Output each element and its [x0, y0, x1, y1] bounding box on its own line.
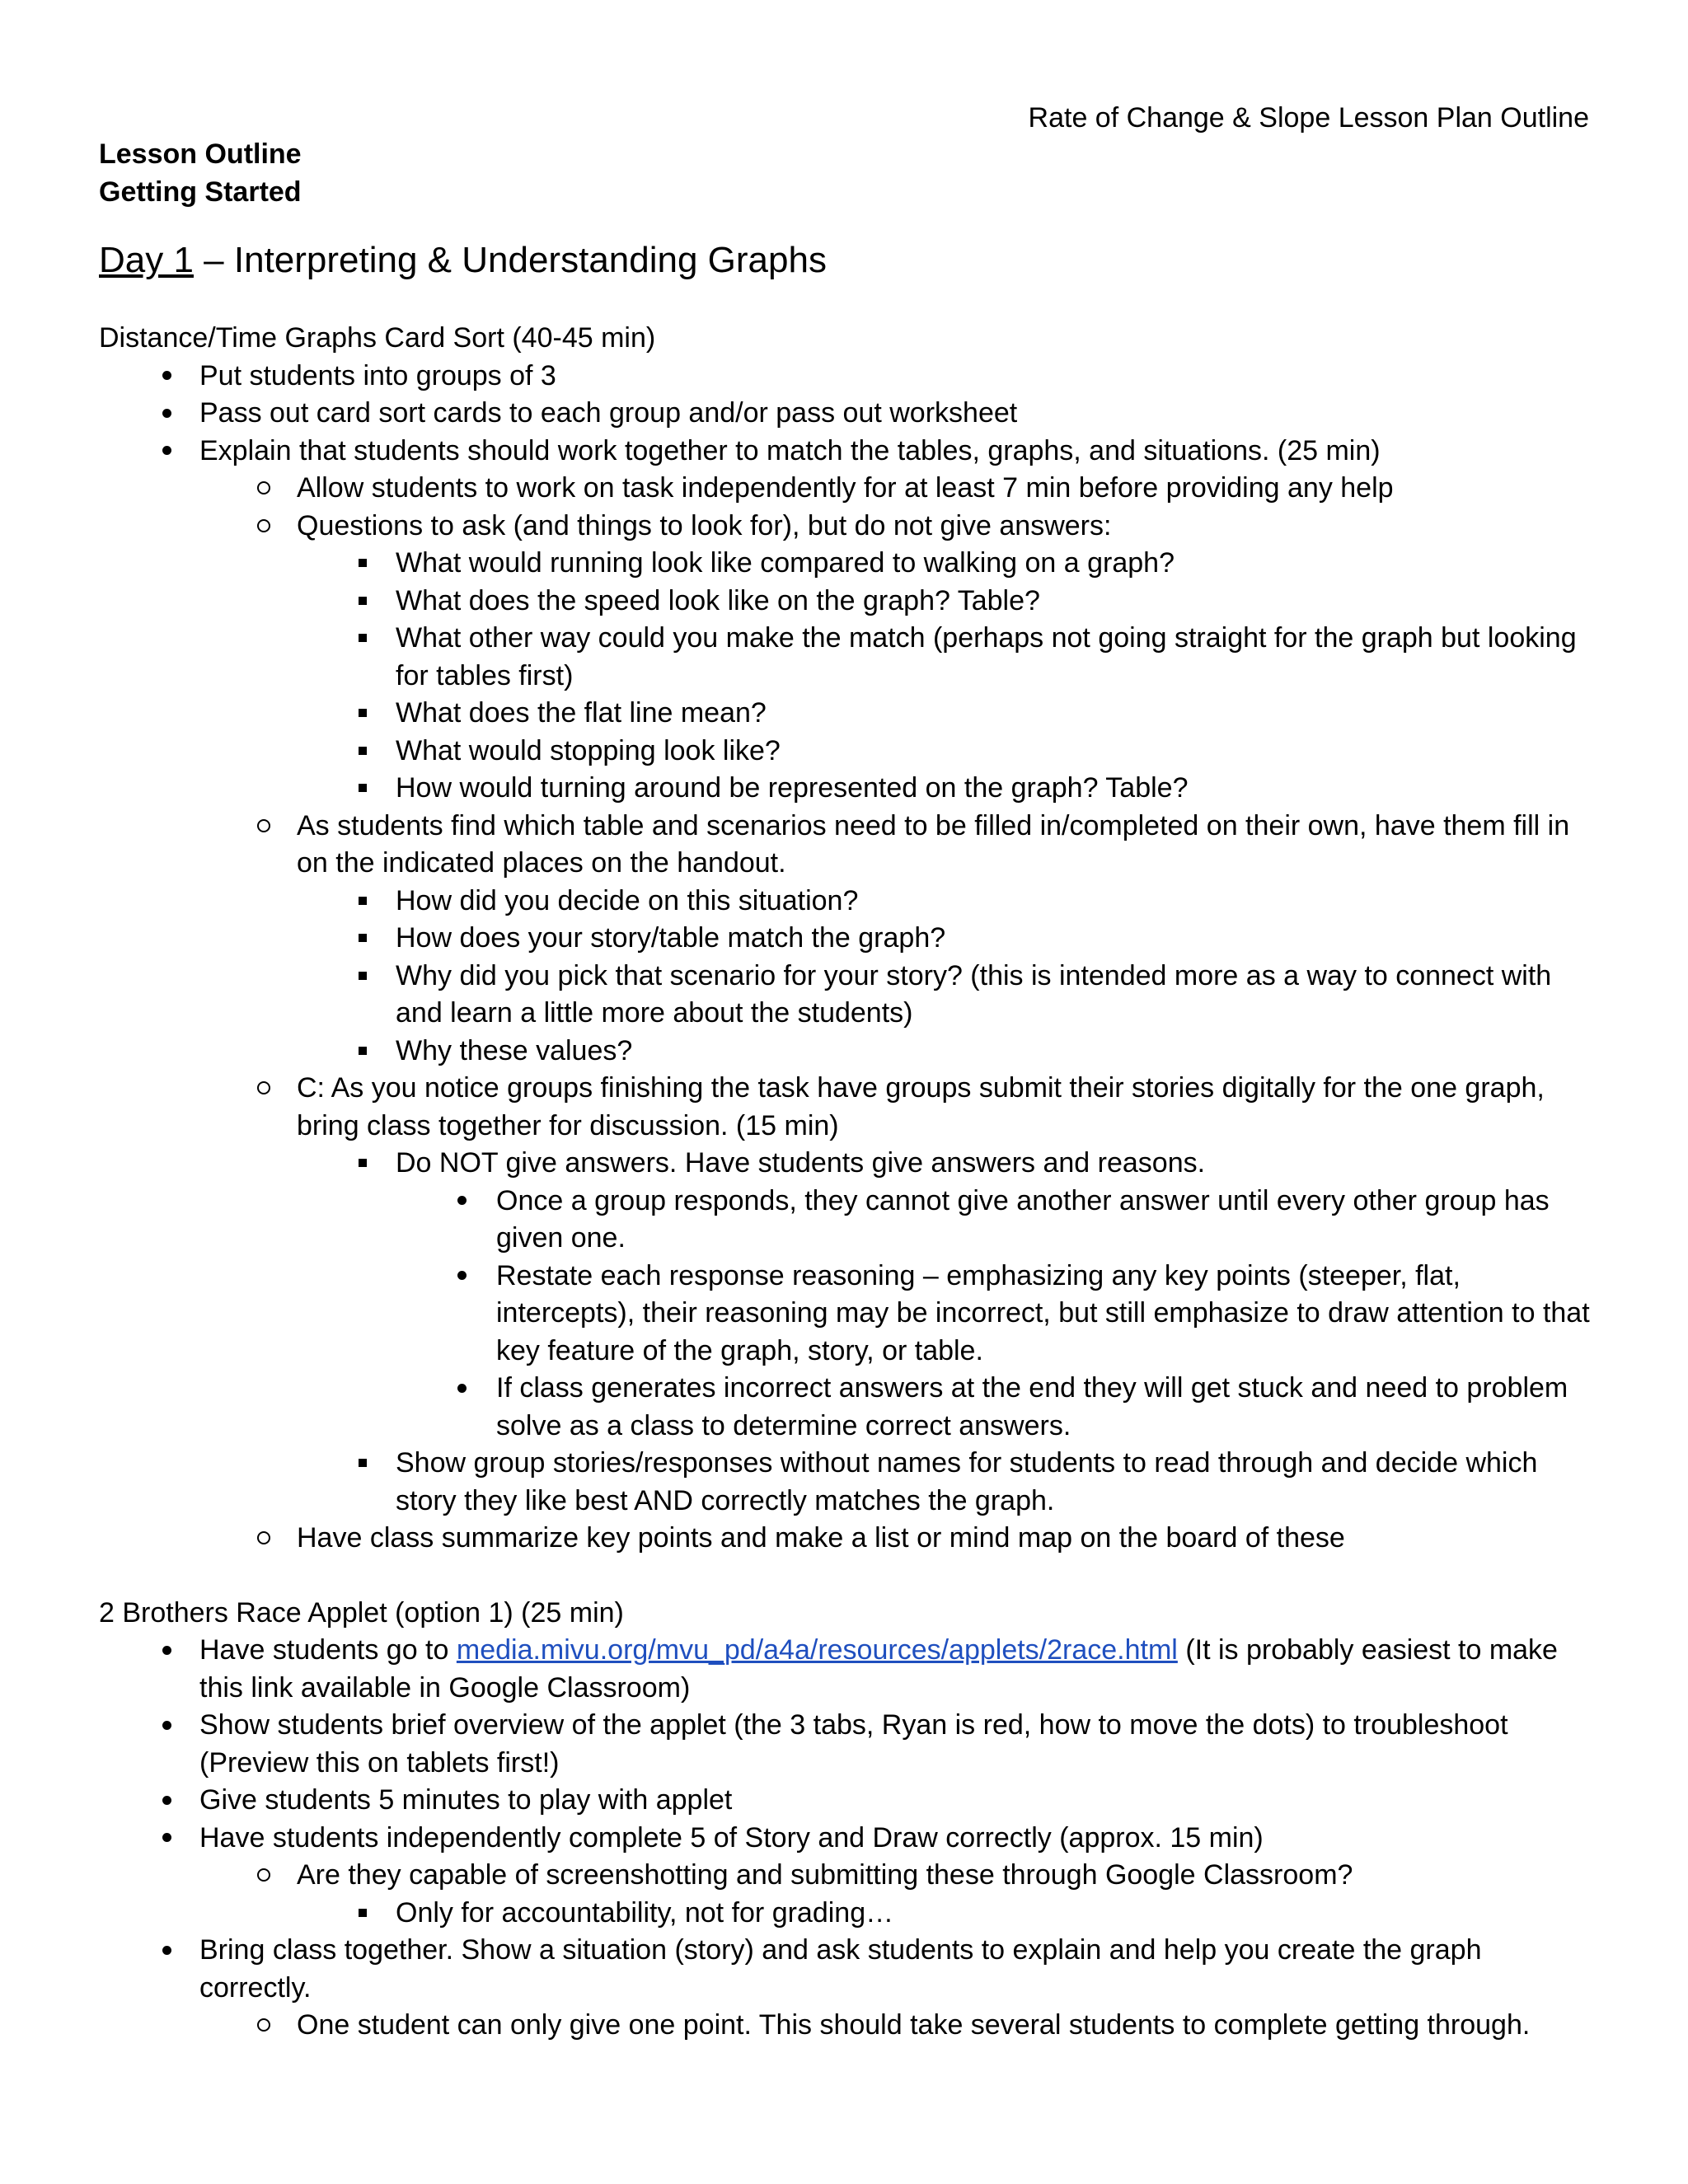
list-item	[99, 395, 1599, 433]
document-body	[99, 136, 1599, 2045]
bullet-square-icon	[346, 920, 379, 958]
list-item-text: (It is probably easiest to make this link available in Google Classroom)	[199, 1634, 1558, 1704]
list-item	[99, 1707, 1599, 1782]
list-item-text: Only for accountability, not for grading…	[396, 1896, 894, 1929]
list-item-text: Do NOT give answers. Have students give answers and reasons.	[396, 1147, 1206, 1179]
list-item-text: What does the flat line mean?	[396, 697, 767, 729]
list-item	[99, 770, 1599, 808]
list-item	[99, 958, 1599, 1033]
bullet-dot-icon	[150, 1707, 183, 1745]
getting-started-heading: Getting Started	[99, 176, 302, 208]
bullet-square-icon	[346, 583, 379, 621]
list-item	[99, 470, 1599, 508]
list-item-text: Are they capable of screenshotting and submitting these through Google Classroom?	[297, 1859, 1353, 1891]
bullet-square-icon	[346, 620, 379, 658]
list-item-text: As students find which table and scenarios need to be filled in/completed on their own, have them fill in on the indicated places on the handout.	[297, 809, 1570, 879]
bullet-circle-icon	[247, 470, 280, 508]
list-item-text: Give students 5 minutes to play with applet	[199, 1784, 733, 1816]
lesson-outline-heading: Lesson Outline	[99, 138, 302, 170]
bullet-dot-icon	[150, 1820, 183, 1858]
list-item-text: Show group stories/responses without names for students to read through and decide which story they like best AND correctly matches the graph.	[396, 1447, 1538, 1516]
bullet-dot-icon	[445, 1183, 478, 1221]
bullet-circle-icon	[247, 2007, 280, 2045]
list-item-text: How would turning around be represented on the graph? Table?	[396, 772, 1189, 804]
list-item-text: Pass out card sort cards to each group and/or pass out worksheet	[199, 397, 1018, 429]
section-spacer	[99, 1558, 1599, 1595]
bullet-square-icon	[346, 733, 379, 771]
card-sort-sublist	[99, 1070, 1599, 1145]
list-item-text: Questions to ask (and things to look for), but do not give answers:	[297, 509, 1112, 541]
discussion-rules-list	[99, 1183, 1599, 1446]
list-item-text: Show students brief overview of the applet (the 3 tabs, Ryan is red, how to move the dots) to troubleshoot (Preview this on tablets first!)	[199, 1709, 1508, 1779]
applet-link[interactable]: media.mivu.org/mvu_pd/a4a/resources/applets/2race.html	[456, 1634, 1178, 1666]
list-item	[99, 1070, 1599, 1145]
list-item	[99, 808, 1599, 883]
day-1-title: – Interpreting & Understanding Graphs	[193, 240, 827, 280]
day-1-heading	[99, 237, 1599, 284]
list-item	[99, 1895, 1599, 1933]
card-sort-sublist	[99, 808, 1599, 883]
list-item	[99, 620, 1599, 695]
card-sort-sublist	[99, 1520, 1599, 1558]
list-item-text: Have students go to	[199, 1634, 457, 1666]
bullet-square-icon	[346, 1033, 379, 1071]
list-item-text: Put students into groups of 3	[199, 359, 556, 391]
list-item	[99, 1632, 1599, 1707]
list-item-text: How does your story/table match the graph?	[396, 922, 946, 954]
bullet-square-icon	[346, 1895, 379, 1933]
list-item-text: Why these values?	[396, 1034, 633, 1066]
bullet-square-icon	[346, 1145, 379, 1183]
questions-list	[99, 545, 1599, 808]
list-item	[99, 1033, 1599, 1071]
list-item	[99, 695, 1599, 733]
list-item-text: Have class summarize key points and make a list or mind map on the board of these	[297, 1522, 1345, 1554]
bullet-dot-icon	[150, 433, 183, 471]
list-item	[99, 358, 1599, 396]
bullet-circle-icon	[247, 1520, 280, 1558]
list-item-text: Once a group responds, they cannot give another answer until every other group has given one.	[496, 1184, 1550, 1254]
race-applet-list	[99, 1632, 1599, 1857]
discussion-list	[99, 1445, 1599, 1520]
list-item	[99, 1782, 1599, 1820]
list-item	[99, 545, 1599, 583]
bullet-dot-icon	[150, 1932, 183, 1970]
bullet-square-icon	[346, 695, 379, 733]
handout-questions-list	[99, 883, 1599, 1071]
list-item	[99, 1857, 1599, 1895]
list-item	[99, 1183, 1599, 1258]
bullet-square-icon	[346, 883, 379, 921]
bullet-dot-icon	[150, 1782, 183, 1820]
list-item-text: Restate each response reasoning – emphasizing any key points (steeper, flat, intercepts), their reasoning may be incorrect, but still emphasize to draw attention to that key feature of the graph, story, or table.	[496, 1259, 1590, 1366]
list-item-text: How did you decide on this situation?	[396, 884, 859, 916]
day-1-label: Day 1	[99, 240, 194, 280]
bullet-dot-icon	[150, 1632, 183, 1670]
list-item	[99, 1820, 1599, 1858]
bullet-dot-icon	[445, 1258, 478, 1296]
bullet-dot-icon	[445, 1370, 478, 1408]
list-item-text: One student can only give one point. This should take several students to complete getting through.	[297, 2009, 1531, 2041]
race-applet-subsublist	[99, 1895, 1599, 1933]
list-item-text: Allow students to work on task independently for at least 7 min before providing any help	[297, 472, 1394, 504]
bullet-square-icon	[346, 770, 379, 808]
list-item	[99, 433, 1599, 471]
race-applet-list	[99, 1932, 1599, 2007]
bullet-circle-icon	[247, 508, 280, 546]
list-item	[99, 2007, 1599, 2045]
list-item-text: What would running look like compared to walking on a graph?	[396, 547, 1175, 579]
list-item	[99, 1932, 1599, 2007]
bullet-dot-icon	[150, 395, 183, 433]
list-item-text: Why did you pick that scenario for your story? (this is intended more as a way to connect with and learn a little more about the students)	[396, 959, 1552, 1029]
list-item	[99, 583, 1599, 621]
list-item-text: Explain that students should work together to match the tables, graphs, and situations. (25 min)	[199, 434, 1381, 466]
race-applet-sublist	[99, 2007, 1599, 2045]
card-sort-sublist	[99, 470, 1599, 545]
list-item	[99, 1445, 1599, 1520]
list-item	[99, 920, 1599, 958]
list-item	[99, 508, 1599, 546]
document-header-title: Rate of Change & Slope Lesson Plan Outline	[1028, 102, 1589, 134]
list-item-text: Bring class together. Show a situation (story) and ask students to explain and help you create the graph correctly.	[199, 1934, 1482, 2004]
bullet-square-icon	[346, 545, 379, 583]
race-applet-sublist	[99, 1857, 1599, 1895]
bullet-circle-icon	[247, 1070, 280, 1108]
list-item-text: Have students independently complete 5 of Story and Draw correctly (approx. 15 min)	[199, 1821, 1264, 1854]
list-item-text: What does the speed look like on the graph? Table?	[396, 584, 1040, 616]
race-applet-section-title: 2 Brothers Race Applet (option 1) (25 min)	[99, 1596, 624, 1629]
list-item	[99, 883, 1599, 921]
bullet-dot-icon	[150, 358, 183, 396]
list-item-text: C: As you notice groups finishing the task have groups submit their stories digitally for the one graph, bring class together for discussion. (15 min)	[297, 1072, 1545, 1141]
card-sort-list	[99, 358, 1599, 471]
bullet-square-icon	[346, 958, 379, 996]
card-sort-section-title: Distance/Time Graphs Card Sort (40-45 min)	[99, 322, 656, 354]
bullet-square-icon	[346, 1445, 379, 1483]
list-item-text: What other way could you make the match (perhaps not going straight for the graph but looking for tables first)	[396, 622, 1577, 691]
bullet-circle-icon	[247, 808, 280, 846]
list-item	[99, 733, 1599, 771]
list-item-text: If class generates incorrect answers at the end they will get stuck and need to problem solve as a class to determine correct answers.	[496, 1372, 1568, 1441]
list-item	[99, 1520, 1599, 1558]
list-item	[99, 1370, 1599, 1445]
list-item	[99, 1258, 1599, 1371]
list-item-text: What would stopping look like?	[396, 734, 781, 766]
bullet-circle-icon	[247, 1857, 280, 1895]
discussion-list	[99, 1145, 1599, 1183]
list-item	[99, 1145, 1599, 1183]
